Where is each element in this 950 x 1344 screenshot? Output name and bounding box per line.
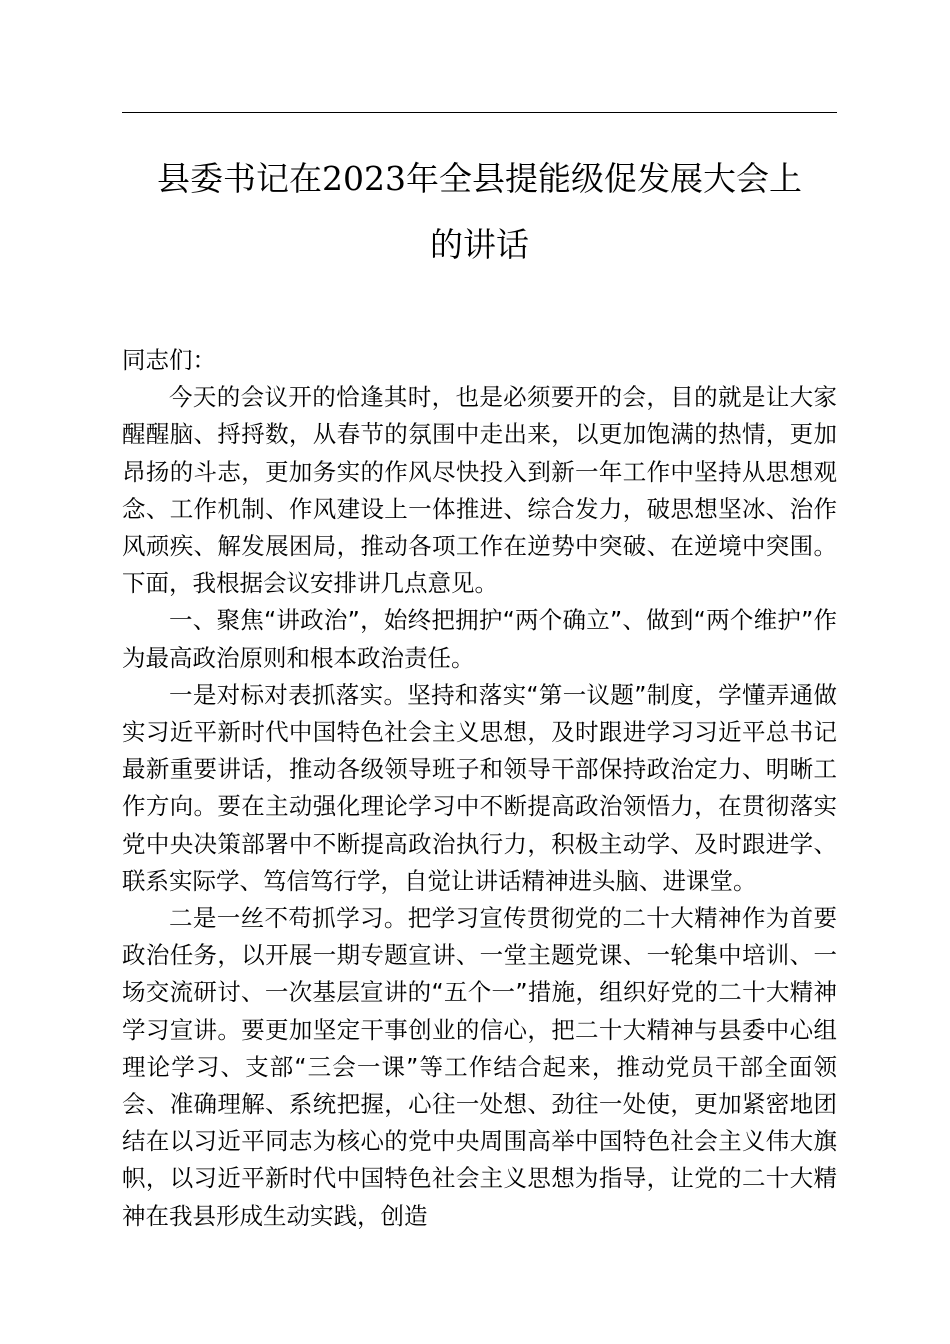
title-line-1: 县委书记在2023年全县提能级促发展大会上 [157, 159, 802, 198]
paragraph-point-1: 一是对标对表抓落实。坚持和落实“第一议题”制度，学懂弄通做实习近平新时代中国特色社会主义思想，及时跟进学习习近平总书记最新重要讲话，推动各级领导班子和领导干部保持政治定力、明晰工作方向。要在主动强化理论学习中不断提高政治领悟力，在贯彻落实党中央决策部署中不断提高政治执行力，积极主动学、及时跟进学、联系实际学、笃信笃行学，自觉让讲话精神进头脑、进课堂。 [122, 680, 837, 895]
header-rule [122, 112, 837, 113]
paragraph-point-2: 二是一丝不苟抓学习。把学习宣传贯彻党的二十大精神作为首要政治任务，以开展一期专题宣讲、一堂主题党课、一轮集中培训、一场交流研讨、一次基层宣讲的“五个一”措施，组织好党的二十大精神学习宣讲。要更加坚定干事创业的信心，把二十大精神与县委中心组理论学习、支部“三会一课”等工作结合起来，推动党员干部全面领会、准确理解、系统把握，心往一处想、劲往一处使，更加紧密地团结在以习近平同志为核心的党中央周围高举中国特色社会主义伟大旗帜，以习近平新时代中国特色社会主义思想为指导，让党的二十大精神在我县形成生动实践，创造 [122, 904, 837, 1230]
section-heading-1: 一、聚焦“讲政治”，始终把拥护“两个确立”、做到“两个维护”作为最高政治原则和根本政治责任。 [122, 606, 837, 672]
document-body [122, 342, 837, 1235]
document-title [122, 146, 837, 278]
greeting: 同志们： [122, 346, 216, 374]
paragraph-intro: 今天的会议开的恰逢其时，也是必须要开的会，目的就是让大家醒醒脑、捋捋数，从春节的氛围中走出来，以更加饱满的热情，更加昂扬的斗志，更加务实的作风尽快投入到新一年工作中坚持从思想观念、工作机制、作风建设上一体推进、综合发力，破思想坚冰、治作风顽疾、解发展困局，推动各项工作在逆势中突破、在逆境中突围。下面，我根据会议安排讲几点意见。 [122, 383, 837, 598]
title-line-2: 的讲话 [430, 225, 529, 264]
